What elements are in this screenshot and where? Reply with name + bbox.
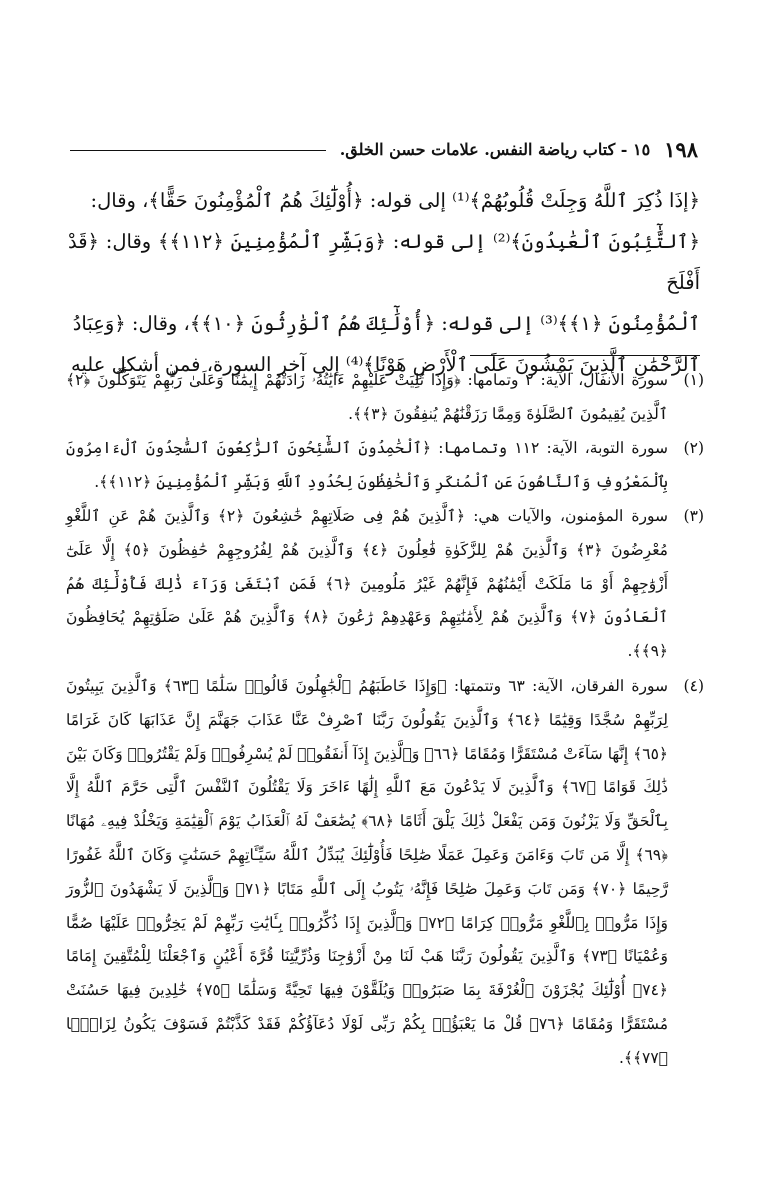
footnote-number: (٢)	[683, 439, 704, 457]
body-line-2: ﴿ٱلتَّٰٓئِبُونَ ٱلْعَٰبِدُونَ﴾⁽²⁾ إلى قوله: ﴿وَبَشِّرِ ٱلْمُؤْمِنِينَ ﴿١١٢﴾﴾ وقال: ﴿قَدْ أَفْلَحَ	[68, 230, 701, 294]
footnote-3	[66, 500, 704, 670]
body-line-4: ٱلرَّحْمَٰنِ ٱلَّذِينَ يَمْشُونَ عَلَى ٱلْأَرْضِ هَوْنًا﴾⁽⁴⁾ إلى آخر السورة، فمن أشكل عليه	[70, 353, 700, 376]
footnote-separator	[470, 355, 700, 356]
header-rule	[70, 150, 326, 151]
footnote-1	[66, 364, 704, 432]
footnote-4	[66, 670, 704, 1140]
footnote-text: سورة الفرقان، الآية: ٦٣ وتتمتها: ﴿وَإِذَا خَاطَبَهُمُ ٱلْجَٰهِلُونَ قَالُوا۟ سَلَٰمًا ﴿٦٣﴾ وَٱلَّذِينَ يَبِيتُونَ لِرَبِّهِمْ سُجَّدًا وَقِيَٰمًا ﴿٦٤﴾ وَٱلَّذِينَ يَقُولُونَ رَبَّنَا ٱصْرِفْ عَنَّا عَذَابَ جَهَنَّمَ إِنَّ عَذَابَهَا كَانَ غَرَامًا ﴿٦٥﴾ إِنَّهَا سَآءَتْ مُسْتَقَرًّا وَمُقَامًا ﴿٦٦﴾ وَٱلَّذِينَ إِذَآ أَنفَقُوا۟ لَمْ يُسْرِفُوا۟ وَلَمْ يَقْتُرُوا۟ وَكَانَ بَيْنَ ذَٰلِكَ قَوَامًا ﴿٦٧﴾ وَٱلَّذِينَ لَا يَدْعُونَ مَعَ ٱللَّهِ إِلَٰهًا ءَاخَرَ وَلَا يَقْتُلُونَ ٱلنَّفْسَ ٱلَّتِى حَرَّمَ ٱللَّهُ إِلَّا بِٱلْحَقِّ وَلَا يَزْنُونَ وَمَن يَفْعَلْ ذَٰلِكَ يَلْقَ أَثَامًا ﴿٦٨﴾ يُضَٰعَفْ لَهُ ٱلْعَذَابُ يَوْمَ ٱلْقِيَٰمَةِ وَيَخْلُدْ فِيهِۦ مُهَانًا ﴿٦٩﴾ إِلَّا مَن تَابَ وَءَامَنَ وَعَمِلَ عَمَلًا صَٰلِحًا فَأُوْلَٰٓئِكَ يُبَدِّلُ ٱللَّهُ سَيِّـَٔاتِهِمْ حَسَنَٰتٍ وَكَانَ ٱللَّهُ غَفُورًا رَّحِيمًا ﴿٧٠﴾ وَمَن تَابَ وَعَمِلَ صَٰلِحًا فَإِنَّهُۥ يَتُوبُ إِلَى ٱللَّهِ مَتَابًا ﴿٧١﴾ وَٱلَّذِينَ لَا يَشْهَدُونَ ٱلزُّورَ وَإِذَا مَرُّوا۟ بِٱللَّغْوِ مَرُّوا۟ كِرَامًا ﴿٧٢﴾ وَٱلَّذِينَ إِذَا ذُكِّرُوا۟ بِـَٔايَٰتِ رَبِّهِمْ لَمْ يَخِرُّوا۟ عَلَيْهَا صُمًّا وَعُمْيَانًا ﴿٧٣﴾ وَٱلَّذِينَ يَقُولُونَ رَبَّنَا هَبْ لَنَا مِنْ أَزْوَٰجِنَا وَذُرِّيَّٰتِنَا قُرَّةَ أَعْيُنٍ وَٱجْعَلْنَا لِلْمُتَّقِينَ إِمَامًا ﴿٧٤﴾ أُوْلَٰٓئِكَ يُجْزَوْنَ ٱلْغُرْفَةَ بِمَا صَبَرُوا۟ وَيُلَقَّوْنَ فِيهَا تَحِيَّةً وَسَلَٰمًا ﴿٧٥﴾ خَٰلِدِينَ فِيهَا حَسُنَتْ مُسْتَقَرًّا وَمُقَامًا ﴿٧٦﴾ قُلْ مَا يَعْبَؤُا۟ بِكُمْ رَبِّى لَوْلَا دُعَآؤُكُمْ فَقَدْ كَذَّبْتُمْ فَسَوْفَ يَكُونُ لِزَامًۢا ﴿٧٧﴾﴾.	[66, 677, 668, 1067]
page-number: ١٩٨	[664, 136, 698, 162]
footnotes	[66, 364, 704, 1140]
footnote-number: (١)	[683, 371, 704, 389]
footnote-number: (٣)	[683, 507, 704, 525]
footnote-text: سورة المؤمنون، والآيات هي: ﴿ٱلَّذِينَ هُمْ فِى صَلَاتِهِمْ خَٰشِعُونَ ﴿٢﴾ وَٱلَّذِينَ هُمْ عَنِ ٱللَّغْوِ مُعْرِضُونَ ﴿٣﴾ وَٱلَّذِينَ هُمْ لِلزَّكَوٰةِ فَٰعِلُونَ ﴿٤﴾ وَٱلَّذِينَ هُمْ لِفُرُوجِهِمْ حَٰفِظُونَ ﴿٥﴾ إِلَّا عَلَىٰٓ أَزْوَٰجِهِمْ أَوْ مَا مَلَكَتْ أَيْمَٰنُهُمْ فَإِنَّهُمْ غَيْرُ مَلُومِينَ ﴿٦﴾ فَمَنِ ٱبْتَغَىٰ وَرَآءَ ذَٰلِكَ فَأُوْلَٰٓئِكَ هُمُ ٱلْعَادُونَ ﴿٧﴾ وَٱلَّذِينَ هُمْ لِأَمَٰنَٰتِهِمْ وَعَهْدِهِمْ رَٰعُونَ ﴿٨﴾ وَٱلَّذِينَ هُمْ عَلَىٰ صَلَوَٰتِهِمْ يُحَافِظُونَ ﴿٩﴾﴾.	[66, 507, 669, 661]
running-title: ١٥ - كتاب رياضة النفس. علامات حسن الخلق.	[339, 139, 651, 159]
footnote-text: سورة الأنفال، الآية: ٢ وتمامها: ﴿وَإِذَا تُلِيَتْ عَلَيْهِمْ ءَايَٰتُهُۥ زَادَتْهُمْ إِيمَٰنًا وَعَلَىٰ رَبِّهِمْ يَتَوَكَّلُونَ ﴿٢﴾ ٱلَّذِينَ يُقِيمُونَ ٱلصَّلَوٰةَ وَمِمَّا رَزَقْنَٰهُمْ يُنفِقُونَ ﴿٣﴾﴾.	[66, 371, 669, 423]
body-line-1: ﴿إذَا ذُكِرَ ٱللَّهُ وَجِلَتْ قُلُوبُهُمْ﴾⁽¹⁾ إلى قوله: ﴿أُوْلَٰٓئِكَ هُمُ ٱلْمُؤْمِنُونَ حَقًّا﴾، وقال:	[90, 189, 700, 212]
page-header	[70, 135, 698, 163]
body-line-3: ٱلْمُؤْمِنُونَ ﴿١﴾﴾⁽³⁾ إلى قوله: ﴿أُوْلَٰٓئِكَ هُمُ ٱلْوَٰرِثُونَ ﴿١٠﴾﴾، وقال: ﴿وَعِبَادُ	[72, 312, 700, 335]
footnote-number: (٤)	[683, 677, 704, 695]
footnote-text: سورة التوبة، الآية: ١١٢ وتمامها: ﴿ٱلْحَٰمِدُونَ ٱلسَّٰٓئِحُونَ ٱلرَّٰكِعُونَ ٱلسَّٰجِدُونَ ٱلْءَامِرُونَ بِٱلْمَعْرُوفِ وَٱلنَّاهُونَ عَنِ ٱلْمُنكَرِ وَٱلْحَٰفِظُونَ لِحُدُودِ ٱللَّهِ وَبَشِّرِ ٱلْمُؤْمِنِينَ ﴿١١٢﴾﴾.	[66, 439, 668, 491]
footnote-2	[66, 432, 704, 500]
